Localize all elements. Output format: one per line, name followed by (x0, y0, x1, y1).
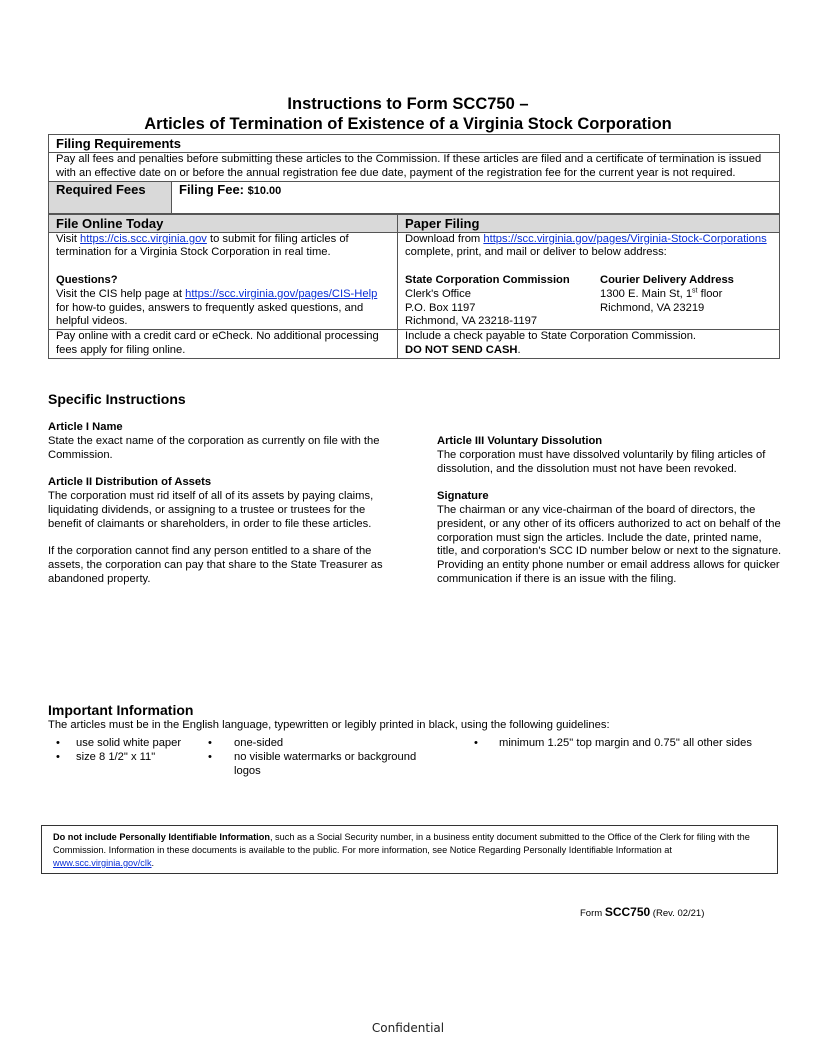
signature-title: Signature (437, 490, 489, 503)
article2-title: Article II Distribution of Assets (48, 476, 212, 489)
questions-header: Questions? (56, 273, 118, 286)
help-prefix: Visit the CIS help page at (56, 287, 186, 300)
help-suffix: for how-to guides, answers to frequently asked questions, and helpful videos. (56, 301, 364, 328)
pii-notice-box: Do not include Personally Identifiable Information, such as a Social Security number, in a business entity document submitted to the Office of the Clerk for filing with the Commission. Information in these documents is available to the public. For more information, see Notice Regarding Personally Identifiable Information at www.scc.virginia.gov/clk. (41, 825, 778, 874)
guideline-bullet: • no visible watermarks or background logos (202, 751, 442, 779)
pii-notice-text: , such as a Social Security number, in a business entity document submitted to the Office of the Clerk for filing with the Commission. Information in these documents is available to the public. For more information, see Notice Regarding Personally Identifiable Information at (53, 832, 750, 855)
paper-filing-header: Paper Filing (405, 215, 480, 231)
important-information-intro: The articles must be in the English language, typewritten or legibly printed in black, using the following guidelines: (48, 719, 610, 731)
mailing-address-header: State Corporation Commission (405, 273, 570, 286)
guideline-bullet: • minimum 1.25" top margin and 0.75" all other sides (468, 737, 788, 751)
page-title-line1: Instructions to Form SCC750 – (287, 95, 529, 113)
download-prefix: Download from (405, 232, 484, 245)
filing-methods-details-row (49, 233, 779, 331)
specific-instructions-header: Specific Instructions (48, 391, 186, 407)
filing-fee-label: Filing Fee: (179, 181, 244, 197)
clerk-link[interactable]: www.scc.virginia.gov/clk (53, 858, 152, 868)
file-online-header: File Online Today (49, 215, 398, 232)
article2-text-2: If the corporation cannot find any person entitled to a share of the assets, the corporation can pay that share to the State Treasurer as abandoned property. (48, 545, 383, 585)
filing-methods-header-row (49, 214, 779, 233)
paper-filing-details (398, 233, 779, 330)
article1-text: State the exact name of the corporation as currently on file with the Commission. (48, 434, 380, 461)
bullet-icon: • (56, 751, 60, 763)
file-online-details (49, 233, 398, 330)
important-information-header: Important Information (48, 702, 194, 718)
guideline-bullet: • size 8 1/2" x 11" (50, 751, 210, 765)
filing-fee-amount: $10.00 (247, 184, 282, 197)
article3-title: Article III Voluntary Dissolution (437, 435, 603, 447)
visit-prefix: Visit (56, 232, 81, 245)
addresses (405, 274, 772, 329)
filing-requirements-text: Pay all fees and penalties before submitting these articles to the Commission. If these articles are filed and a certificate of termination is issued with an effective date on or before the annual registration fee due date, payment of the registration fee for the current year is not required. (49, 153, 779, 182)
form-number-code: SCC750 (604, 905, 651, 919)
courier-address (600, 274, 734, 329)
page-title-line2: Articles of Termination of Existence of a Virginia Stock Corporation (144, 115, 672, 133)
mailing-address-line: P.O. Box 1197 (405, 301, 476, 314)
instructions-right-column (437, 435, 782, 587)
instructions-left-column (48, 421, 393, 587)
visit-suffix: to submit for filing articles of termination for a Virginia Stock Corporation in real time. (56, 232, 349, 259)
courier-address-line: 1300 E. Main St, 1st floor (600, 287, 723, 300)
bullet-icon: • (474, 737, 478, 749)
filing-requirements-table (48, 134, 780, 359)
guideline-bullet: • one-sided (202, 737, 442, 751)
online-payment-text: Pay online with a credit card or eCheck. No additional processing fees apply for filing online. (49, 330, 398, 358)
required-fees-label: Required Fees (49, 182, 172, 213)
cis-help-link[interactable]: https://scc.virginia.gov/pages/CIS-Help (185, 287, 378, 300)
filing-requirements-header: Filing Requirements (49, 135, 779, 153)
bullet-icon: • (208, 751, 212, 763)
required-fees-row (49, 182, 779, 214)
form-number: Form SCC750 (Rev. 02/21) (580, 905, 705, 919)
cis-link[interactable]: https://cis.scc.virginia.gov (80, 232, 207, 245)
courier-address-header: Courier Delivery Address (600, 273, 734, 286)
cash-warning: DO NOT SEND CASH (405, 343, 518, 356)
mailing-address-line: Clerk's Office (405, 287, 471, 300)
courier-address-line: Richmond, VA 23219 (600, 301, 705, 314)
filing-fee (172, 182, 288, 213)
article1-title: Article I Name (48, 421, 123, 433)
form-revision: (Rev. 02/21) (650, 908, 705, 919)
pii-notice-bold: Do not include Personally Identifiable Information (53, 832, 270, 842)
download-suffix: complete, print, and mail or deliver to below address: (405, 246, 667, 259)
article3-text: The corporation must have dissolved voluntarily by filing articles of dissolution, and the dissolution must not have been revoked. (437, 448, 766, 475)
virginia-stock-corporations-link[interactable]: https://scc.virginia.gov/pages/Virginia-Stock-Corporations (483, 232, 767, 245)
paper-payment-text: Include a check payable to State Corporation Commission. DO NOT SEND CASH. (398, 330, 779, 358)
mailing-address (405, 274, 600, 329)
article2-text: The corporation must rid itself of all of its assets by paying claims, liquidating dividends, or assigning to a trustee or trustees for the benefit of claimants or shareholders, in order to file these articles. (48, 489, 374, 530)
paper-payment-line: Include a check payable to State Corporation Commission. (405, 330, 697, 343)
bullet-icon: • (208, 737, 212, 749)
guideline-bullet: • use solid white paper (50, 737, 210, 751)
signature-text: The chairman or any vice-chairman of the board of directors, the president, or any other of its officers authorized to act on behalf of the corporation must sign the articles. Include the date, printed name, title, and corporation's SCC ID number below or next to the signature. Providing an entity phone number or email address allows for quicker communication if there is an issue with the filing. (437, 503, 782, 585)
confidential-footer: Confidential (371, 1021, 445, 1035)
payment-row (49, 330, 779, 358)
mailing-address-line: Richmond, VA 23218-1197 (405, 315, 538, 328)
bullet-icon: • (56, 737, 60, 749)
